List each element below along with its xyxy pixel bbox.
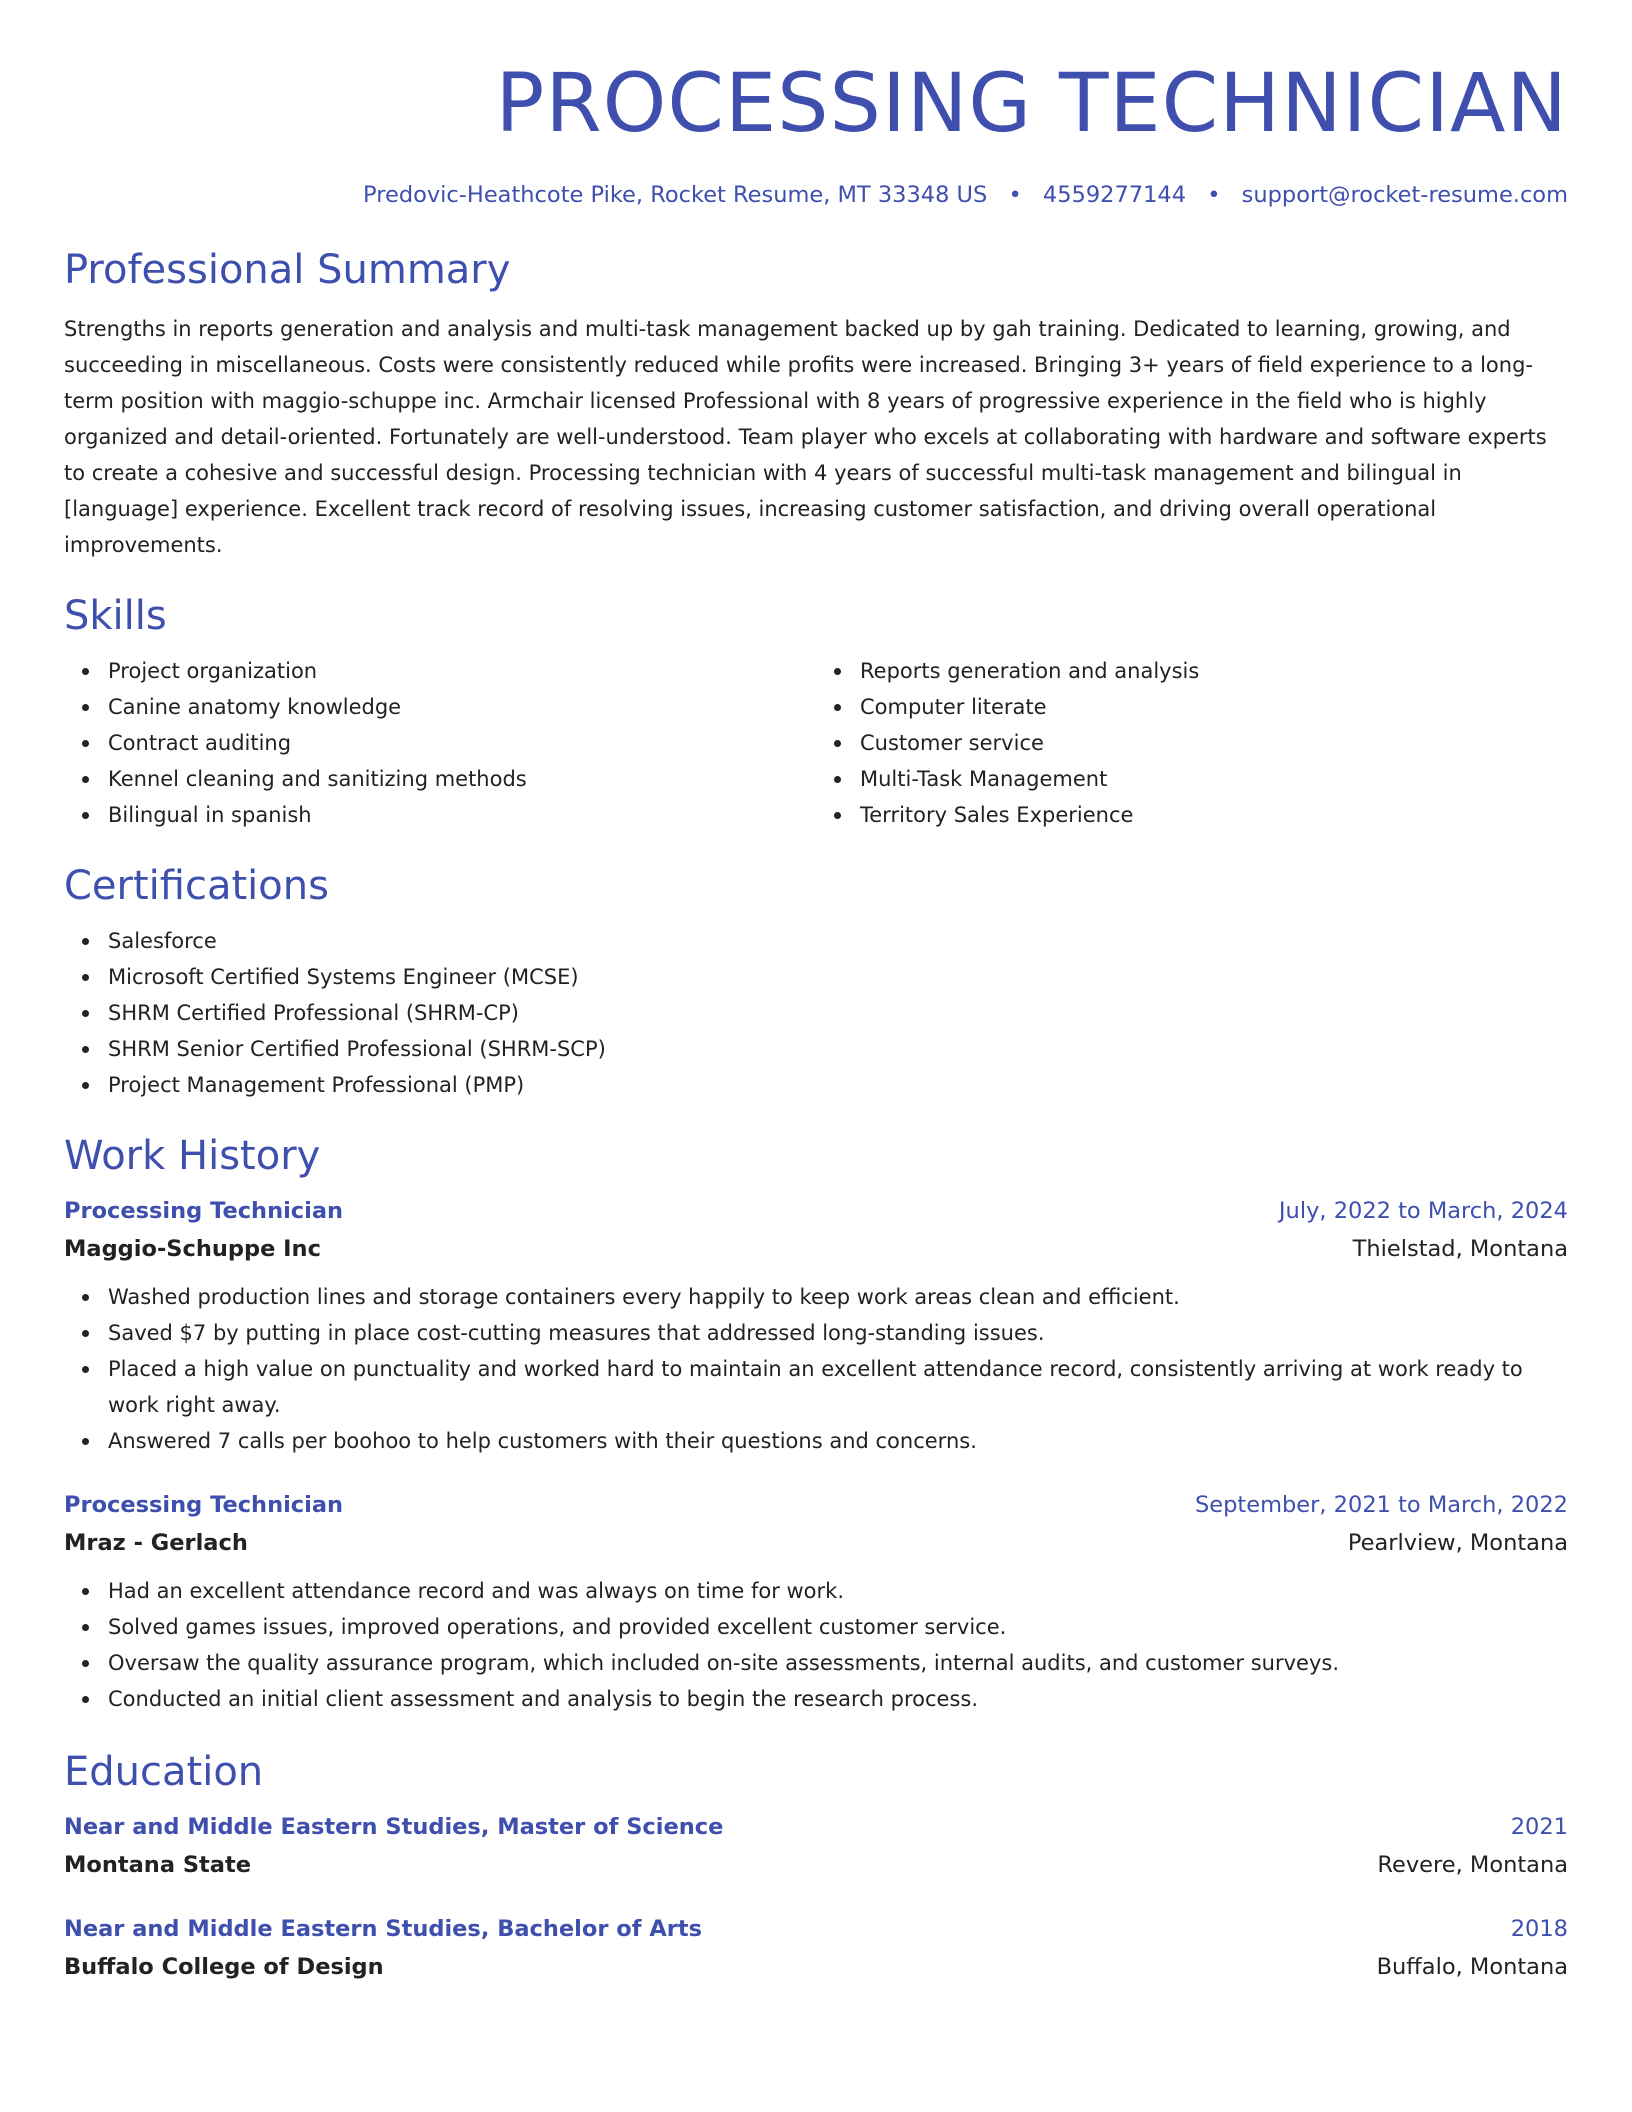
education-school: Buffalo College of Design: [64, 1954, 384, 1980]
contact-address: Predovic-Heathcote Pike, Rocket Resume, MT 33348 US: [363, 182, 988, 208]
skill-item: Customer service: [860, 725, 1568, 761]
job-dates: July, 2022 to March, 2024: [1278, 1198, 1568, 1224]
summary-section: [64, 245, 1568, 563]
job-bullet: Solved games issues, improved operations, and provided excellent customer service.: [108, 1609, 1568, 1645]
education-entry: [64, 1913, 1568, 1983]
skill-item: Bilingual in spanish: [108, 797, 816, 833]
skill-item: Kennel cleaning and sanitizing methods: [108, 761, 816, 797]
section-title-education: Education: [64, 1749, 264, 1795]
certifications-section: [64, 861, 1568, 1103]
job-bullet: Answered 7 calls per boohoo to help customers with their questions and concerns.: [108, 1423, 1568, 1459]
job-title: Processing Technician: [64, 1198, 344, 1224]
job-title: Processing Technician: [64, 1492, 344, 1518]
contact-separator: •: [1207, 182, 1221, 208]
education-section: [64, 1747, 1568, 1983]
job-bullet: Saved $7 by putting in place cost-cutting measures that addressed long-standing issues.: [108, 1315, 1568, 1351]
job-bullet: Had an excellent attendance record and was always on time for work.: [108, 1573, 1568, 1609]
job-bullet: Washed production lines and storage containers every happily to keep work areas clean and efficient.: [108, 1279, 1568, 1315]
contact-phone: 4559277144: [1042, 182, 1187, 208]
section-title-summary: Professional Summary: [64, 247, 511, 293]
education-degree: Near and Middle Eastern Studies, Bachelor of Arts: [64, 1916, 702, 1942]
education-school: Montana State: [64, 1852, 251, 1878]
contact-line: [64, 180, 1568, 210]
education-school-row: [64, 1849, 1568, 1881]
work-history-section: [64, 1131, 1568, 1717]
certification-item: SHRM Senior Certified Professional (SHRM-SCP): [108, 1031, 1568, 1067]
skills-column-right: [816, 653, 1568, 833]
job-bullets: [64, 1279, 1568, 1459]
job-company-row: [64, 1527, 1568, 1559]
candidate-name: PROCESSING TECHNICIAN: [495, 57, 1568, 151]
job-location: Pearlview, Montana: [1347, 1530, 1568, 1556]
job-company: Mraz - Gerlach: [64, 1530, 248, 1556]
skill-item: Project organization: [108, 653, 816, 689]
skill-item: Territory Sales Experience: [860, 797, 1568, 833]
certification-item: Salesforce: [108, 923, 1568, 959]
education-entry: [64, 1811, 1568, 1881]
skill-item: Reports generation and analysis: [860, 653, 1568, 689]
education-degree: Near and Middle Eastern Studies, Master of Science: [64, 1814, 724, 1840]
job-entry: [64, 1195, 1568, 1459]
skill-item: Canine anatomy knowledge: [108, 689, 816, 725]
section-title-work-history: Work History: [64, 1133, 321, 1179]
job-header-row: [64, 1489, 1568, 1521]
job-header-row: [64, 1195, 1568, 1227]
section-title-skills: Skills: [64, 593, 167, 639]
job-location: Thielstad, Montana: [1352, 1236, 1568, 1262]
skills-grid: [64, 653, 1568, 833]
job-entry: [64, 1489, 1568, 1717]
skill-item: Multi-Task Management: [860, 761, 1568, 797]
resume-header: [64, 0, 1568, 210]
education-year: 2018: [1510, 1916, 1568, 1942]
skill-item: Computer literate: [860, 689, 1568, 725]
certification-item: Microsoft Certified Systems Engineer (MCSE): [108, 959, 1568, 995]
contact-email: support@rocket-resume.com: [1241, 182, 1568, 208]
job-bullet: Placed a high value on punctuality and worked hard to maintain an excellent attendance record, consistently arriving at work ready to work right away.: [108, 1351, 1568, 1423]
education-year: 2021: [1510, 1814, 1568, 1840]
job-company-row: [64, 1233, 1568, 1265]
summary-text: Strengths in reports generation and analysis and multi-task management backed up by gah training. Dedicated to learning, growing, and succeeding in miscellaneous. Costs were consistently reduced while profits were increased. Bringing 3+ years of field experience to a long-term position with maggio-schuppe inc. Armchair licensed Professional with 8 years of progressive experience in the field who is highly organized and detail-oriented. Fortunately are well-understood. Team player who excels at collaborating with hardware and software experts to create a cohesive and successful design. Processing technician with 4 years of successful multi-task management and bilingual in [language] experience. Excellent track record of resolving issues, increasing customer satisfaction, and driving overall operational improvements.: [64, 317, 1547, 557]
job-dates: September, 2021 to March, 2022: [1195, 1492, 1568, 1518]
skill-item: Contract auditing: [108, 725, 816, 761]
job-bullet: Conducted an initial client assessment and analysis to begin the research process.: [108, 1681, 1568, 1717]
education-header-row: [64, 1811, 1568, 1843]
skills-section: [64, 591, 1568, 833]
certification-item: SHRM Certified Professional (SHRM-CP): [108, 995, 1568, 1031]
skills-column-left: [64, 653, 816, 833]
certification-item: Project Management Professional (PMP): [108, 1067, 1568, 1103]
education-header-row: [64, 1913, 1568, 1945]
job-company: Maggio-Schuppe Inc: [64, 1236, 321, 1262]
job-bullets: [64, 1573, 1568, 1717]
section-title-certifications: Certifications: [64, 863, 329, 909]
education-location: Buffalo, Montana: [1376, 1954, 1568, 1980]
job-bullet: Oversaw the quality assurance program, which included on-site assessments, internal audits, and customer surveys.: [108, 1645, 1568, 1681]
contact-separator: •: [1008, 182, 1022, 208]
certifications-list: [64, 923, 1568, 1103]
education-location: Revere, Montana: [1377, 1852, 1568, 1878]
education-school-row: [64, 1951, 1568, 1983]
